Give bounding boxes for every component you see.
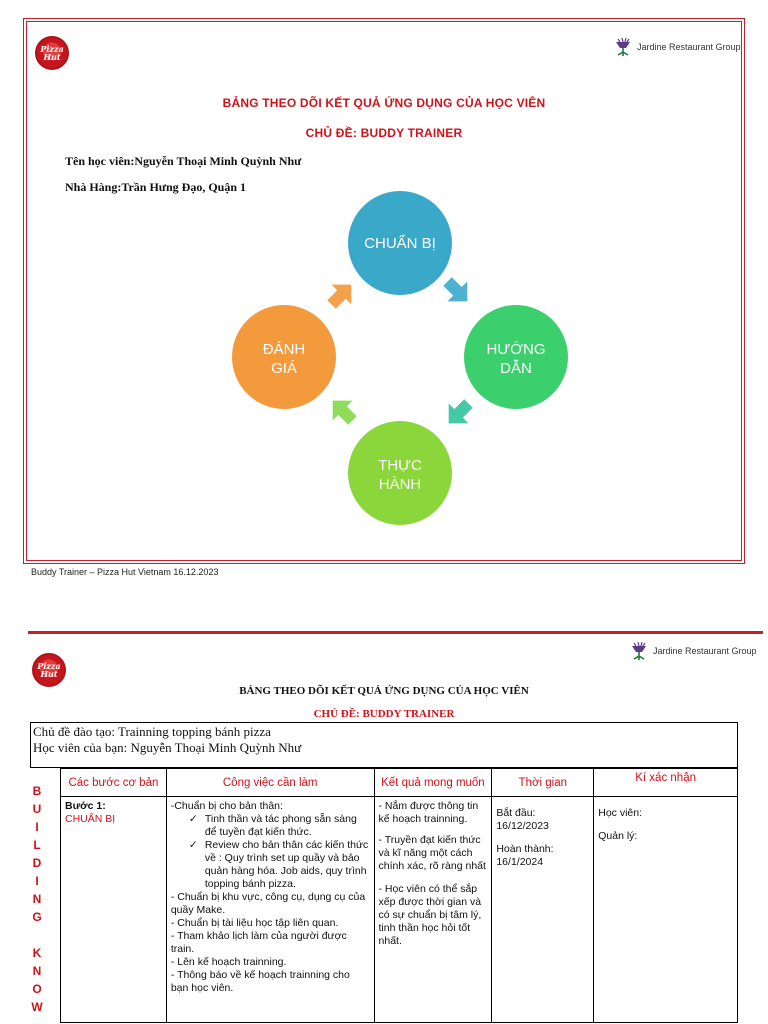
pizza-hut-logo-page2 [32, 653, 66, 687]
check-item-text: Tinh thần và tác phong sẵn sàng để tuyền đạt kiến thức. [204, 813, 357, 838]
jardine-logo-page2 [628, 640, 757, 662]
page1-footer: Buddy Trainer – Pizza Hut Vietnam 16.12.2023 [31, 567, 219, 577]
training-plan-table [60, 768, 738, 1023]
vertical-letter: N [32, 892, 42, 906]
jardine-logo-text: Jardine Restaurant Group [637, 42, 741, 52]
thistle-icon [612, 36, 634, 58]
page1-title: BẢNG THEO DÕI KẾT QUẢ ỨNG DỤNG CỦA HỌC VIÊN [222, 96, 546, 110]
pizza-hut-logo-page2-text: Pizza Hut [37, 661, 61, 679]
node-label-evaluate-2: GIÁ [271, 360, 297, 377]
page2-title: BẢNG THEO DÕI KẾT QUẢ ỨNG DỤNG CỦA HỌC VIÊN [239, 685, 529, 697]
node-label-guide-1: HƯỚNG [486, 341, 546, 358]
buddy-trainer-cycle-diagram [224, 190, 554, 510]
training-topic-line: Chủ đề đào tạo: Trainning topping bánh pizza [33, 724, 271, 739]
tasks-cell [166, 797, 374, 1023]
task-item: - Chuẩn bị tài liệu học tập liên quan. [170, 917, 339, 929]
sign-manager: Quản lý: [598, 830, 638, 842]
check-item-text: Review cho bản thân các kiến thức về : Quy trình set up quầy và bảo quản hàng hóa. Job aids, quy trình topping bánh pizza. [204, 839, 369, 890]
pizza-hut-logo-text: Pizza Hut [40, 44, 64, 62]
task-item: - Thông báo về kế hoạch trainning cho bạn học viên. [170, 969, 350, 994]
task-item: - Chuẩn bị khu vực, công cụ, dụng cụ của quầy Make. [170, 891, 366, 916]
start-label: Bắt đầu: [496, 807, 536, 819]
end-date: 16/1/2024 [496, 856, 544, 868]
cycle-node-practice [348, 421, 452, 525]
thistle-icon [628, 640, 650, 662]
vertical-letter: B [32, 784, 42, 798]
vertical-spacer [26, 926, 48, 944]
vertical-letter: D [32, 856, 42, 870]
signature-cell [594, 797, 738, 1023]
page1-subtitle: CHỦ ĐỀ: BUDDY TRAINER [305, 126, 463, 140]
task-item: - Tham khảo lịch làm của người được train. [170, 930, 347, 955]
vertical-letter: U [32, 802, 42, 816]
training-info-box [30, 722, 738, 768]
task-item: - Lên kế hoạch trainning. [170, 956, 287, 968]
node-label-guide-2: DẪN [500, 360, 532, 377]
arrow-guide-to-practice [439, 394, 479, 434]
cycle-node-prepare [348, 191, 452, 295]
checkmark-icon: ✓ [188, 839, 198, 851]
end-label: Hoàn thành: [496, 843, 554, 855]
time-cell [492, 797, 594, 1023]
step-label: Bước 1: [65, 800, 106, 812]
step-name: CHUẨN BỊ [65, 813, 116, 825]
node-label-practice-2: HÀNH [378, 476, 422, 493]
jardine-logo-page2-text: Jardine Restaurant Group [653, 646, 757, 656]
table-header-row [61, 769, 738, 797]
trainee-line: Học viên của bạn: Nguyễn Thoại Minh Quỳnh Như [33, 740, 302, 755]
result-item: - Học viên có thể sắp xếp được thời gian và có sự chuẩn bị tâm lý, tinh thần học hỏi tốt nhất. [378, 883, 482, 947]
vertical-letter: L [33, 838, 41, 852]
checkmark-icon: ✓ [188, 813, 198, 825]
node-label-evaluate-1: ĐÁNH [262, 341, 306, 358]
node-label-practice-1: THỰC [378, 457, 422, 474]
vertical-letter: W [31, 1000, 43, 1014]
student-name-line: Tên học viên:Nguyễn Thoại Minh Quỳnh Như [65, 154, 302, 168]
arrow-evaluate-to-prepare [322, 275, 362, 315]
arrow-practice-to-evaluate [323, 391, 363, 431]
jardine-logo [612, 36, 741, 58]
building-know-vertical-label [26, 782, 48, 1016]
header-basic-steps: Các bước cơ bản [61, 769, 167, 797]
start-date: 16/12/2023 [496, 820, 549, 832]
header-signature: Kí xác nhận [594, 769, 738, 797]
vertical-letter: N [32, 964, 42, 978]
vertical-letter: G [32, 910, 42, 924]
step-cell [61, 797, 167, 1023]
node-label-prepare: CHUẨN BỊ [364, 235, 436, 252]
restaurant-line: Nhà Hàng:Trần Hưng Đạo, Quận 1 [65, 180, 247, 194]
header-expected-results: Kết quả mong muốn [374, 769, 492, 797]
page2-top-rule [28, 631, 763, 634]
tasks-intro: -Chuẩn bị cho bản thân: [170, 800, 283, 812]
sign-student: Học viên: [598, 807, 643, 819]
check-item [171, 839, 370, 891]
result-item: - Truyền đạt kiến thức và kĩ năng một cách chính xác, rõ ràng nhất [378, 834, 486, 872]
vertical-letter: I [35, 820, 39, 834]
cycle-node-guide [464, 305, 568, 409]
cycle-node-evaluate [232, 305, 336, 409]
result-item: - Nắm được thông tin kế hoạch trainning. [378, 800, 479, 825]
results-cell [374, 797, 492, 1023]
pizza-hut-logo [35, 36, 69, 70]
arrow-prepare-to-guide [438, 272, 478, 312]
vertical-letter: O [32, 982, 42, 996]
header-time: Thời gian [492, 769, 594, 797]
vertical-letter: K [32, 946, 42, 960]
vertical-letter: I [35, 874, 39, 888]
page2-subtitle: CHỦ ĐỀ: BUDDY TRAINER [313, 708, 455, 720]
table-row [61, 797, 738, 1023]
check-item [171, 813, 370, 839]
header-tasks: Công việc cần làm [166, 769, 374, 797]
